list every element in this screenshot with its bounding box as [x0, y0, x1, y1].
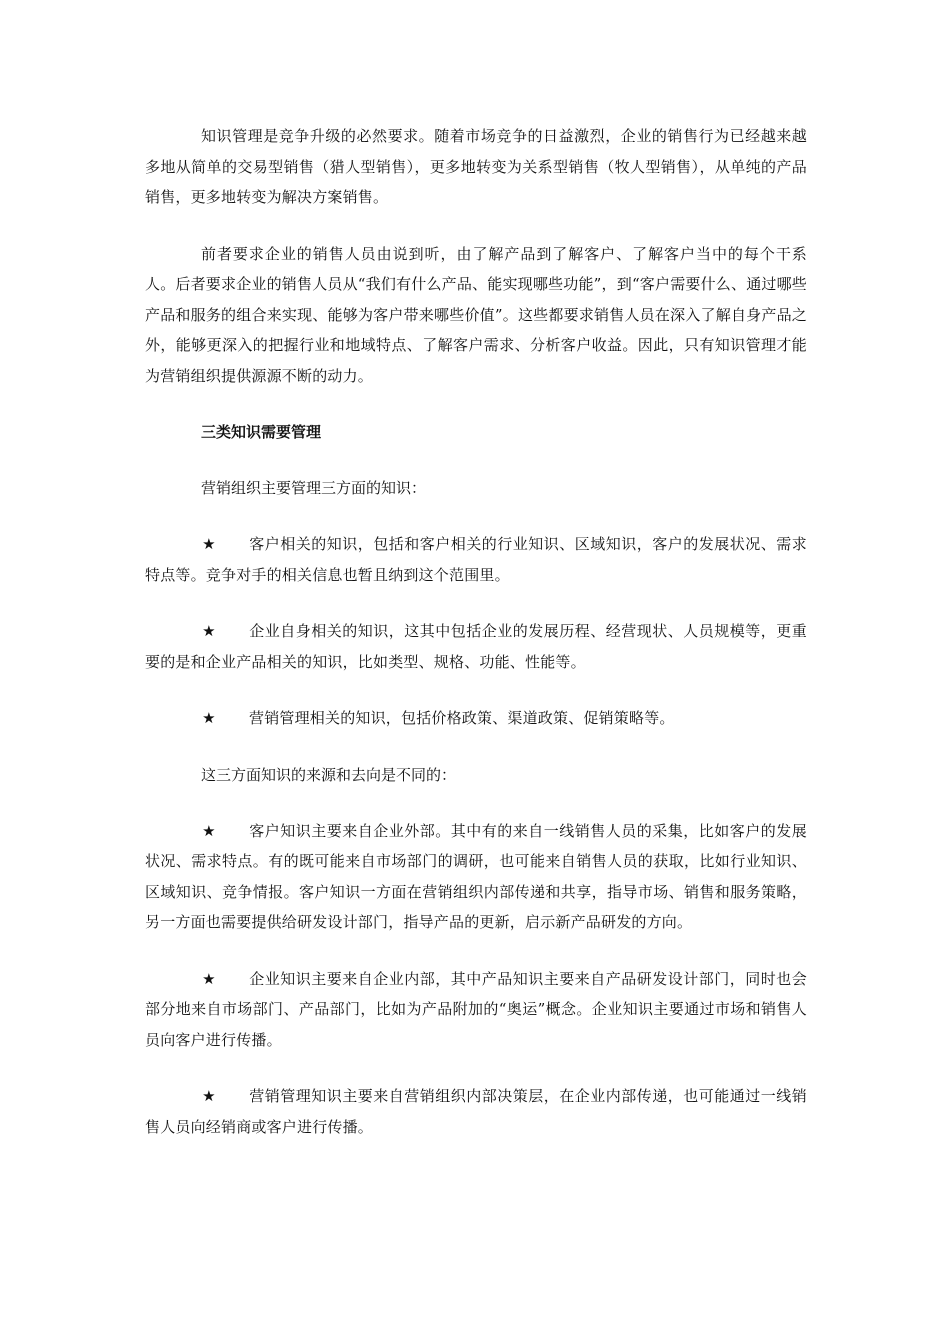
- list-item-text: 企业自身相关的知识，这其中包括企业的发展历程、经营现状、人员规模等，更重要的是和企业产品相关的知识，比如类型、规格、功能、性能等。: [145, 622, 807, 671]
- star-icon: ★: [202, 821, 216, 840]
- list-item: [145, 616, 807, 677]
- list-item-text: 客户知识主要来自企业外部。其中有的来自一线销售人员的采集，比如客户的发展状况、需求特点。有的既可能来自市场部门的调研，也可能来自销售人员的获取，比如行业知识、区域知识、竞争情报。客户知识一方面在营销组织内部传递和共享，指导市场、销售和服务策略，另一方面也需要提供给研发设计部门，指导产品的更新，启示新产品研发的方向。: [145, 821, 807, 931]
- document-body: [145, 121, 807, 1168]
- list-item: [145, 1081, 807, 1142]
- list-item-text: 营销管理相关的知识，包括价格政策、渠道政策、促销策略等。: [249, 709, 675, 727]
- list-item-text: 营销管理知识主要来自营销组织内部决策层，在企业内部传递，也可能通过一线销售人员向经销商或客户进行传播。: [145, 1087, 807, 1136]
- list-item: [145, 964, 807, 1056]
- list-item: [145, 703, 807, 734]
- star-icon: ★: [202, 535, 216, 553]
- list-item: [145, 816, 807, 938]
- list-item: [145, 529, 807, 590]
- star-icon: ★: [202, 622, 216, 640]
- star-icon: ★: [202, 709, 216, 727]
- star-icon: ★: [202, 1087, 216, 1105]
- intro-line-three-knowledge: 营销组织主要管理三方面的知识：: [201, 479, 427, 497]
- star-icon: ★: [202, 969, 216, 988]
- intro-line-knowledge-sources: 这三方面知识的来源和去向是不同的：: [201, 765, 457, 784]
- paragraph-sales-requirements: 前者要求企业的销售人员由说到听，由了解产品到了解客户、了解客户当中的每个干系人。后者要求企业的销售人员从“我们有什么产品、能实现哪些功能”，到“客户需要什么、通过哪些产品和服务的组合来实现、能够为客户带来哪些价值”。这些都要求销售人员在深入了解自身产品之外，能够更深入的把握行业和地域特点、了解客户需求、分析客户收益。因此，只有知识管理才能为营销组织提供源源不断的动力。: [145, 244, 808, 385]
- list-item-text: 客户相关的知识，包括和客户相关的行业知识、区域知识，客户的发展状况、需求特点等。竞争对手的相关信息也暂且纳到这个范围里。: [145, 535, 807, 584]
- list-item-text: 企业知识主要来自企业内部，其中产品知识主要来自产品研发设计部门，同时也会部分地来自市场部门、产品部门，比如为产品附加的“奥运”概念。企业知识主要通过市场和销售人员向客户进行传播。: [145, 969, 807, 1049]
- section-heading: 三类知识需要管理: [201, 423, 322, 441]
- paragraph-knowledge-management: 知识管理是竞争升级的必然要求。随着市场竞争的日益激烈，企业的销售行为已经越来越多地从简单的交易型销售（猎人型销售），更多地转变为关系型销售（牧人型销售），从单纯的产品销售，更多地转变为解决方案销售。: [145, 127, 807, 206]
